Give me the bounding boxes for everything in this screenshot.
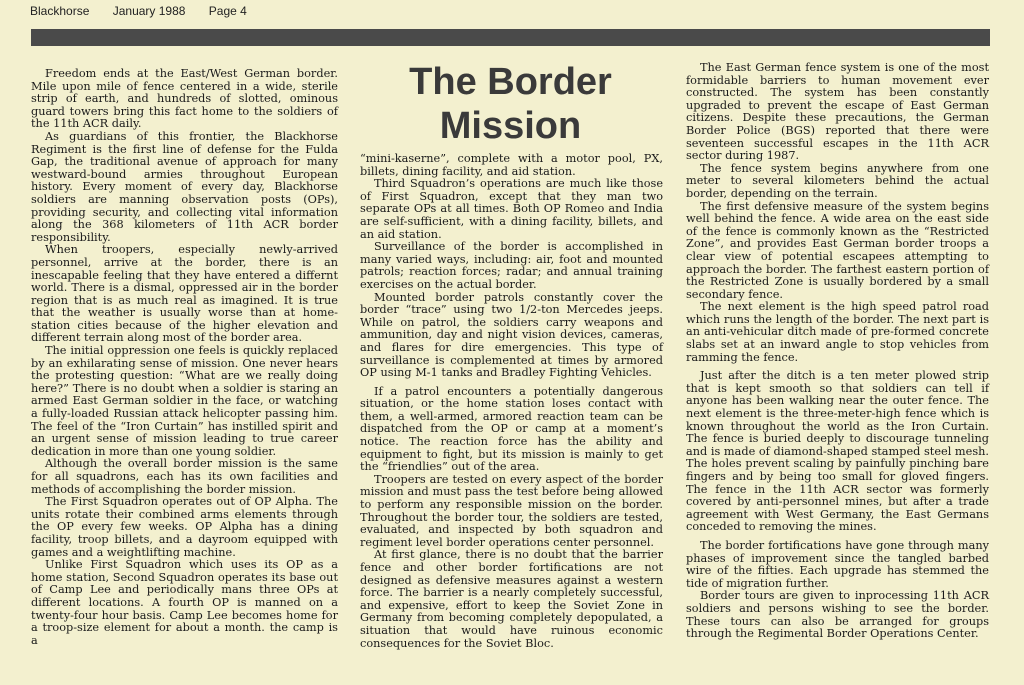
paragraph: Surveillance of the border is accomplished in many varied ways, including: air, foot and mounted patrols; reaction forces; radar; and annual training exercises on the actual border. <box>360 240 663 291</box>
article-title <box>358 60 663 148</box>
paragraph: The initial oppression one feels is quickly replaced by an exhilarating sense of mission. One never hears the protesting question: “What are we really doing here?” There is no doubt when a soldier is staring an armed East German soldier in the face, or watching a fully-loaded Russian attack helicopter passing him. The feel of the “Iron Curtain” has instilled spirit and an urgent sense of mission leading to true career dedication in more than one young soldier. <box>31 344 338 458</box>
paragraph: Mounted border patrols constantly cover the border “trace” using two 1/2-ton Mercedes jeeps. While on patrol, the soldiers carry weapons and ammunition, day and night vision devices, cameras, and flares for dire emergencies. This type of surveillance is complemented at times by armored OP using M-1 tanks and Bradley Fighting Vehicles. <box>360 290 663 380</box>
paragraph: The East German fence system is one of the most formidable barriers to human movement ever constructed. The system has been constantly upgraded to prevent the escape of East German citizens. Despite these precautions, the German Border Police (BGS) reported that there were seventeen successful escapes in the 11th ACR sector during 1987. <box>686 61 989 163</box>
paragraph: The First Squadron operates out of OP Alpha. The units rotate their combined arms elements through the OP every few weeks. OP Alpha has a dining facility, troop billets, and a dayroom equipped with games and a weightlifting machine. <box>31 495 338 559</box>
paragraph: Just after the ditch is a ten meter plowed strip that is kept smooth so that soldiers can tell if anyone has been walking near the outer fence. The next element is the three-meter-high fence which is known throughout the world as the Iron Curtain. The fence is buried deeply to discourage tunneling and is made of diamond-shaped stamped steel mesh. The holes prevent scaling by painfully pinching bare fingers and by being too small for gloved fingers. The fence in the 11th ACR sector was formerly covered by anti-personnel mines, but after a trade agreement with West Germany, the East Germans conceded to removing the mines. <box>686 369 989 534</box>
paragraph: Although the overall border mission is the same for all squadrons, each has its own facilities and methods of accomplishing the border mission. <box>31 457 338 496</box>
header-rule <box>31 29 990 46</box>
paragraph: Freedom ends at the East/West German border. Mile upon mile of fence centered in a wide, sterile strip of earth, and hundreds of slotted, ominous guard towers bring this fact home to the soldiers of the 11th ACR daily. <box>31 67 338 131</box>
paragraph: “mini-kaserne”, complete with a motor pool, PX, billets, dining facility, and aid station. <box>360 152 663 178</box>
paragraph: Third Squadron’s operations are much like those of First Squadron, except that they man two separate OPs at all times. Both OP Romeo and India are self-sufficient, with a dining facility, billets, and an aid station. <box>360 177 663 241</box>
publication-name: Blackhorse <box>30 4 90 18</box>
paragraph: When troopers, especially newly-arrived personnel, arrive at the border, there is an inescapable feeling that they have entered a differnt world. There is a dismal, oppressed air in the border region that is as much real as imagined. It is true that the weather is usually worse than at home-station cities because of the higher elevation and different terrain along most of the border area. <box>31 243 338 345</box>
article-column-2 <box>360 153 663 650</box>
paragraph: At first glance, there is no doubt that the barrier fence and other border fortifications are not designed as defensive measures against a western force. The barrier is a nearly completely successful, and expensive, effort to keep the Soviet Zone in Germany from becoming completely depopulated, a situation that would have ruinous economic consequences for the Soviet Bloc. <box>360 548 663 650</box>
paragraph: The border fortifications have gone through many phases of improvement since the tangled barbed wire of the fifties. Each upgrade has stemmed the tide of migration further. <box>686 538 989 590</box>
issue-date: January 1988 <box>112 4 186 18</box>
title-line-2: Mission <box>439 105 582 147</box>
paragraph: The fence system begins anywhere from one meter to several kilometers behind the actual border, depending on the terrain. <box>686 161 989 200</box>
paragraph: Unlike First Squadron which uses its OP as a home station, Second Squadron operates its base out of Camp Lee and periodically mans three OPs at different locations. A fourth OP is manned on a twenty-four hour basis. Camp Lee becomes home for a troop-size element for about a month. the camp is a <box>31 558 338 647</box>
paragraph: The first defensive measure of the system begins well behind the fence. A wide area on the east side of the fence is commonly known as the “Restricted Zone”, and provides East German border troops a clear view of potential escapees attempting to approach the border. The farthest eastern portion of the Restricted Zone is usually bordered by a small secondary fence. <box>686 199 989 301</box>
page-header <box>30 4 267 18</box>
paragraph: If a patrol encounters a potentially dangerous situation, or the home station loses contact with them, a well-armed, armored reaction team can be dispatched from the OP or camp at a moment’s notice. The reaction force has the ability and equipment to fight, but its mission is mainly to get the “friendlies” out of the area. <box>360 384 663 474</box>
paragraph: As guardians of this frontier, the Blackhorse Regiment is the first line of defense for the Fulda Gap, the traditional avenue of approach for many westward-bound armies throughout European history. Every moment of every day, Blackhorse soldiers are manning observation posts (OPs), providing security, and collecting vital information along the 368 kilometers of 11th ACR border responsibility. <box>31 129 338 244</box>
title-line-1: The Border <box>409 61 612 103</box>
article-column-3 <box>686 62 989 641</box>
paragraph: The next element is the high speed patrol road which runs the length of the border. The next part is an anti-vehicular ditch made of pre-formed concrete slabs set at an inward angle to stop vehicles from ramming the fence. <box>686 300 989 364</box>
paragraph: Troopers are tested on every aspect of the border mission and must pass the test before being allowed to perform any responsible mission on the border. Throughout the border tour, the soldiers are tested, evaluated, and inspected by both squadron and regiment level border operations center personnel. <box>360 472 663 549</box>
page-number: Page 4 <box>208 4 247 18</box>
paragraph: Border tours are given to inprocessing 11th ACR soldiers and persons wishing to see the border. These tours can also be arranged for groups through the Regimental Border Operations Center. <box>686 589 989 641</box>
article-column-1 <box>31 68 338 647</box>
